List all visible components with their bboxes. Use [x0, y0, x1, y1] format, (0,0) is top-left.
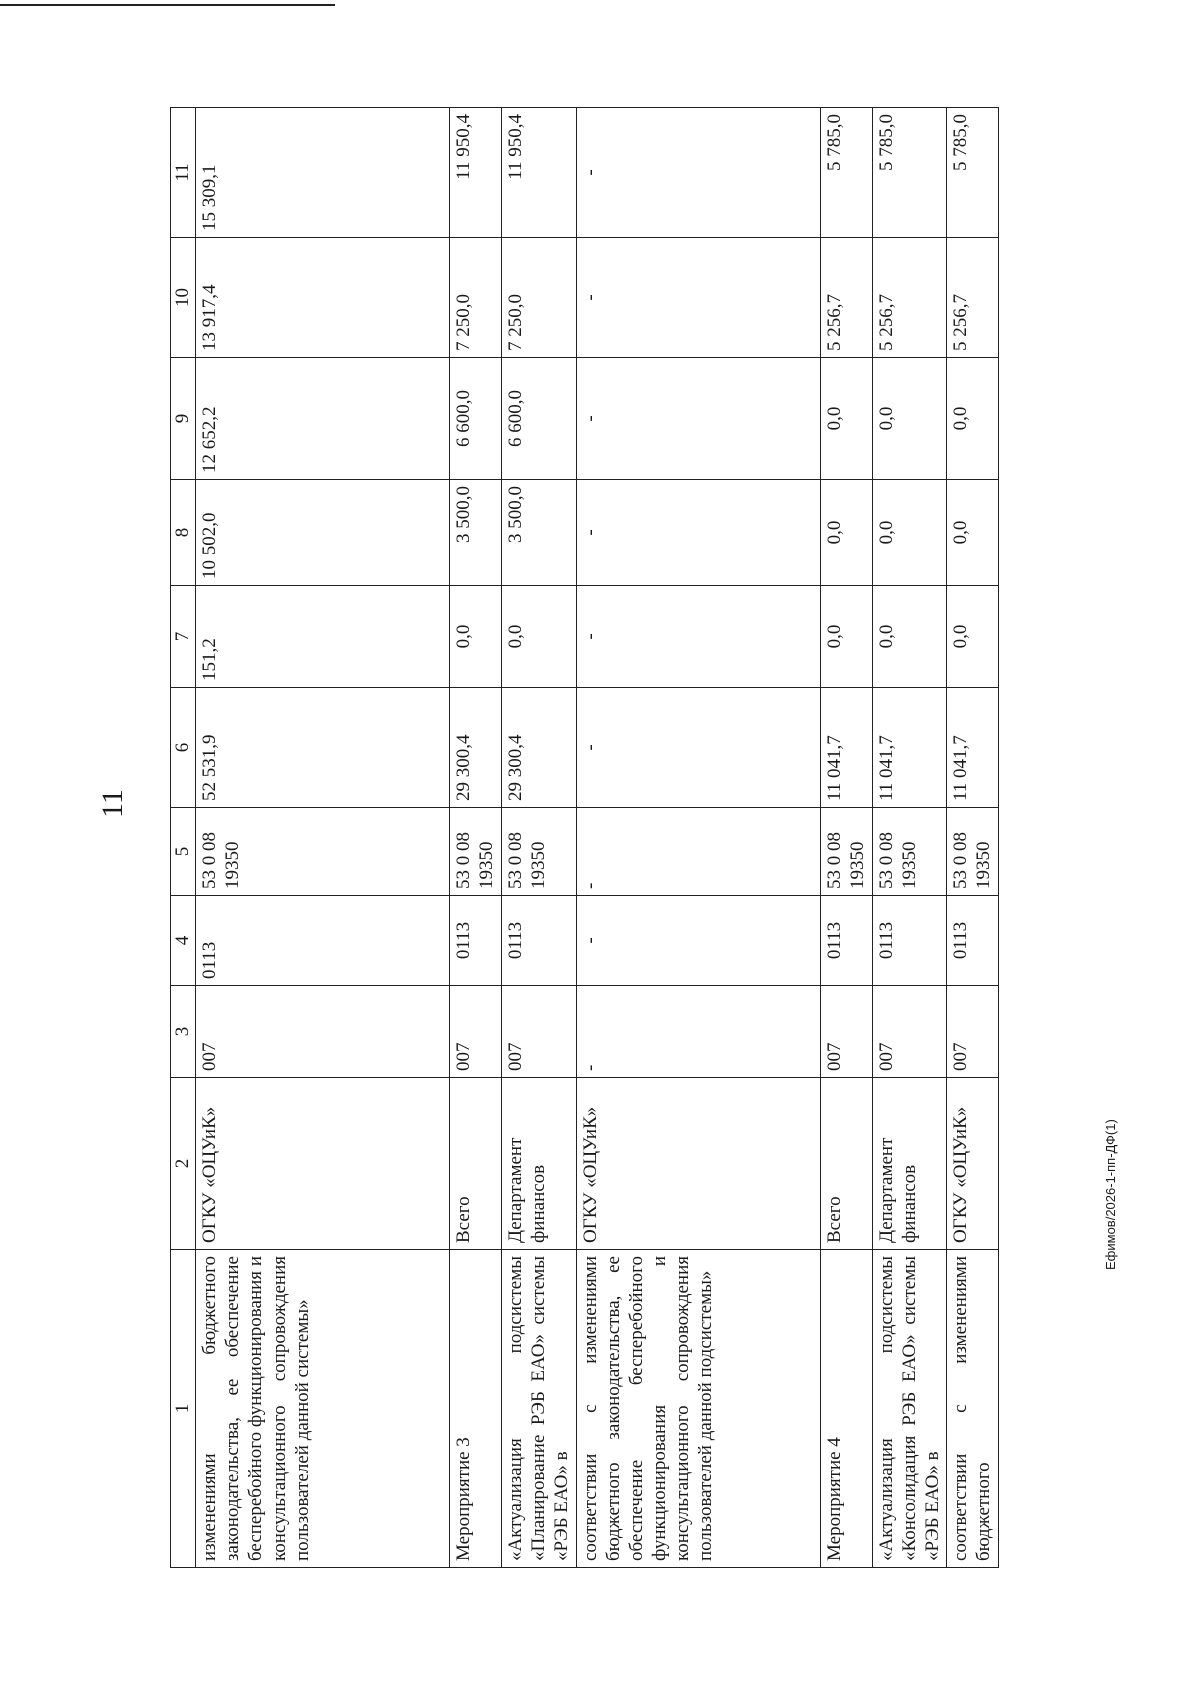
col-number: 10 — [171, 238, 196, 358]
executor-cell: Всего — [820, 1078, 872, 1250]
col-number: 3 — [171, 986, 196, 1078]
code-cell: 53 0 08 19350 — [450, 808, 502, 896]
code-cell: 53 0 08 19350 — [947, 808, 999, 896]
amount-cell: 11 041,7 — [820, 688, 872, 808]
amount-cell: 0,0 — [947, 358, 999, 480]
amount-cell: 29 300,4 — [502, 688, 577, 808]
code-cell: 0113 — [450, 896, 502, 986]
table-row — [576, 108, 820, 1568]
code-cell: - — [576, 808, 820, 896]
executor-cell: ОГКУ «ОЦУиК» — [196, 1078, 450, 1250]
amount-cell: 0,0 — [820, 586, 872, 688]
amount-cell: 0,0 — [450, 586, 502, 688]
event-description-cell: Мероприятие 3 — [450, 1250, 502, 1568]
amount-cell: 0,0 — [820, 358, 872, 480]
table-row — [502, 108, 577, 1568]
col-number: 2 — [171, 1078, 196, 1250]
code-cell: 53 0 08 19350 — [196, 808, 450, 896]
amount-cell: 7 250,0 — [502, 238, 577, 358]
table-row — [947, 108, 999, 1568]
amount-cell: - — [576, 480, 820, 586]
amount-cell: 151,2 — [196, 586, 450, 688]
executor-cell: Департамент финансов — [502, 1078, 577, 1250]
amount-cell: 3 500,0 — [450, 480, 502, 586]
amount-cell: 11 950,4 — [502, 108, 577, 238]
code-cell: 007 — [820, 986, 872, 1078]
col-number: 8 — [171, 480, 196, 586]
code-cell: 0113 — [820, 896, 872, 986]
code-cell: 007 — [947, 986, 999, 1078]
amount-cell: 6 600,0 — [450, 358, 502, 480]
code-cell: 53 0 08 19350 — [872, 808, 947, 896]
amount-cell: 11 041,7 — [947, 688, 999, 808]
amount-cell: 0,0 — [502, 586, 577, 688]
amount-cell: 52 531,9 — [196, 688, 450, 808]
code-cell: 007 — [502, 986, 577, 1078]
amount-cell: 0,0 — [947, 480, 999, 586]
executor-cell: Всего — [450, 1078, 502, 1250]
col-number: 1 — [171, 1250, 196, 1568]
amount-cell: 11 950,4 — [450, 108, 502, 238]
table-row — [872, 108, 947, 1568]
table-row — [196, 108, 450, 1568]
code-cell: 0113 — [872, 896, 947, 986]
top-rule — [0, 4, 335, 6]
col-number: 9 — [171, 358, 196, 480]
event-description-cell: Мероприятие 4 — [820, 1250, 872, 1568]
amount-cell: 12 652,2 — [196, 358, 450, 480]
amount-cell: 0,0 — [872, 480, 947, 586]
amount-cell: - — [576, 358, 820, 480]
amount-cell: 11 041,7 — [872, 688, 947, 808]
column-number-row — [171, 108, 196, 1568]
event-description-cell: «Актуализация подсистемы «Планирование РЭБ ЕАО» системы «РЭБ ЕАО» в — [502, 1250, 577, 1568]
rotated-table-container — [170, 108, 1090, 1568]
budget-table — [170, 107, 999, 1568]
code-cell: - — [576, 896, 820, 986]
page-number: 11 — [96, 789, 129, 818]
col-number: 6 — [171, 688, 196, 808]
amount-cell: 5 256,7 — [947, 238, 999, 358]
footer-document-code: Ефимов/2026-1-пп-ДФ(1) — [1103, 1119, 1118, 1270]
code-cell: 007 — [196, 986, 450, 1078]
amount-cell: 5 785,0 — [820, 108, 872, 238]
table-row — [450, 108, 502, 1568]
amount-cell: 0,0 — [947, 586, 999, 688]
amount-cell: 3 500,0 — [502, 480, 577, 586]
amount-cell: 29 300,4 — [450, 688, 502, 808]
event-description-cell: соответствии с изменениями бюджетного законодательства, ее обеспечение бесперебойного функционирования и консультационного сопровождения пользователей данной подсистемы» — [576, 1250, 820, 1568]
amount-cell: - — [576, 688, 820, 808]
event-description-cell: «Актуализация подсистемы «Консолидация РЭБ ЕАО» системы «РЭБ ЕАО» в — [872, 1250, 947, 1568]
amount-cell: 13 917,4 — [196, 238, 450, 358]
amount-cell: 5 785,0 — [947, 108, 999, 238]
amount-cell: 15 309,1 — [196, 108, 450, 238]
amount-cell: 6 600,0 — [502, 358, 577, 480]
code-cell: 53 0 08 19350 — [820, 808, 872, 896]
event-description-cell: изменениями бюджетного законодательства, ее обеспечение бесперебойного функционирования и консультационного сопровождения пользователей данной системы» — [196, 1250, 450, 1568]
code-cell: 0113 — [947, 896, 999, 986]
amount-cell: - — [576, 586, 820, 688]
code-cell: 53 0 08 19350 — [502, 808, 577, 896]
code-cell: 0113 — [196, 896, 450, 986]
amount-cell: 0,0 — [872, 586, 947, 688]
amount-cell: - — [576, 238, 820, 358]
amount-cell: 0,0 — [820, 480, 872, 586]
amount-cell: 5 256,7 — [820, 238, 872, 358]
table-row — [820, 108, 872, 1568]
col-number: 5 — [171, 808, 196, 896]
code-cell: 007 — [450, 986, 502, 1078]
executor-cell: Департамент финансов — [872, 1078, 947, 1250]
amount-cell: 5 785,0 — [872, 108, 947, 238]
amount-cell: 7 250,0 — [450, 238, 502, 358]
amount-cell: - — [576, 108, 820, 238]
col-number: 7 — [171, 586, 196, 688]
code-cell: 007 — [872, 986, 947, 1078]
event-description-cell: соответствии с изменениями бюджетного — [947, 1250, 999, 1568]
amount-cell: 0,0 — [872, 358, 947, 480]
code-cell: - — [576, 986, 820, 1078]
executor-cell: ОГКУ «ОЦУиК» — [947, 1078, 999, 1250]
col-number: 11 — [171, 108, 196, 238]
executor-cell: ОГКУ «ОЦУиК» — [576, 1078, 820, 1250]
amount-cell: 5 256,7 — [872, 238, 947, 358]
col-number: 4 — [171, 896, 196, 986]
code-cell: 0113 — [502, 896, 577, 986]
amount-cell: 10 502,0 — [196, 480, 450, 586]
